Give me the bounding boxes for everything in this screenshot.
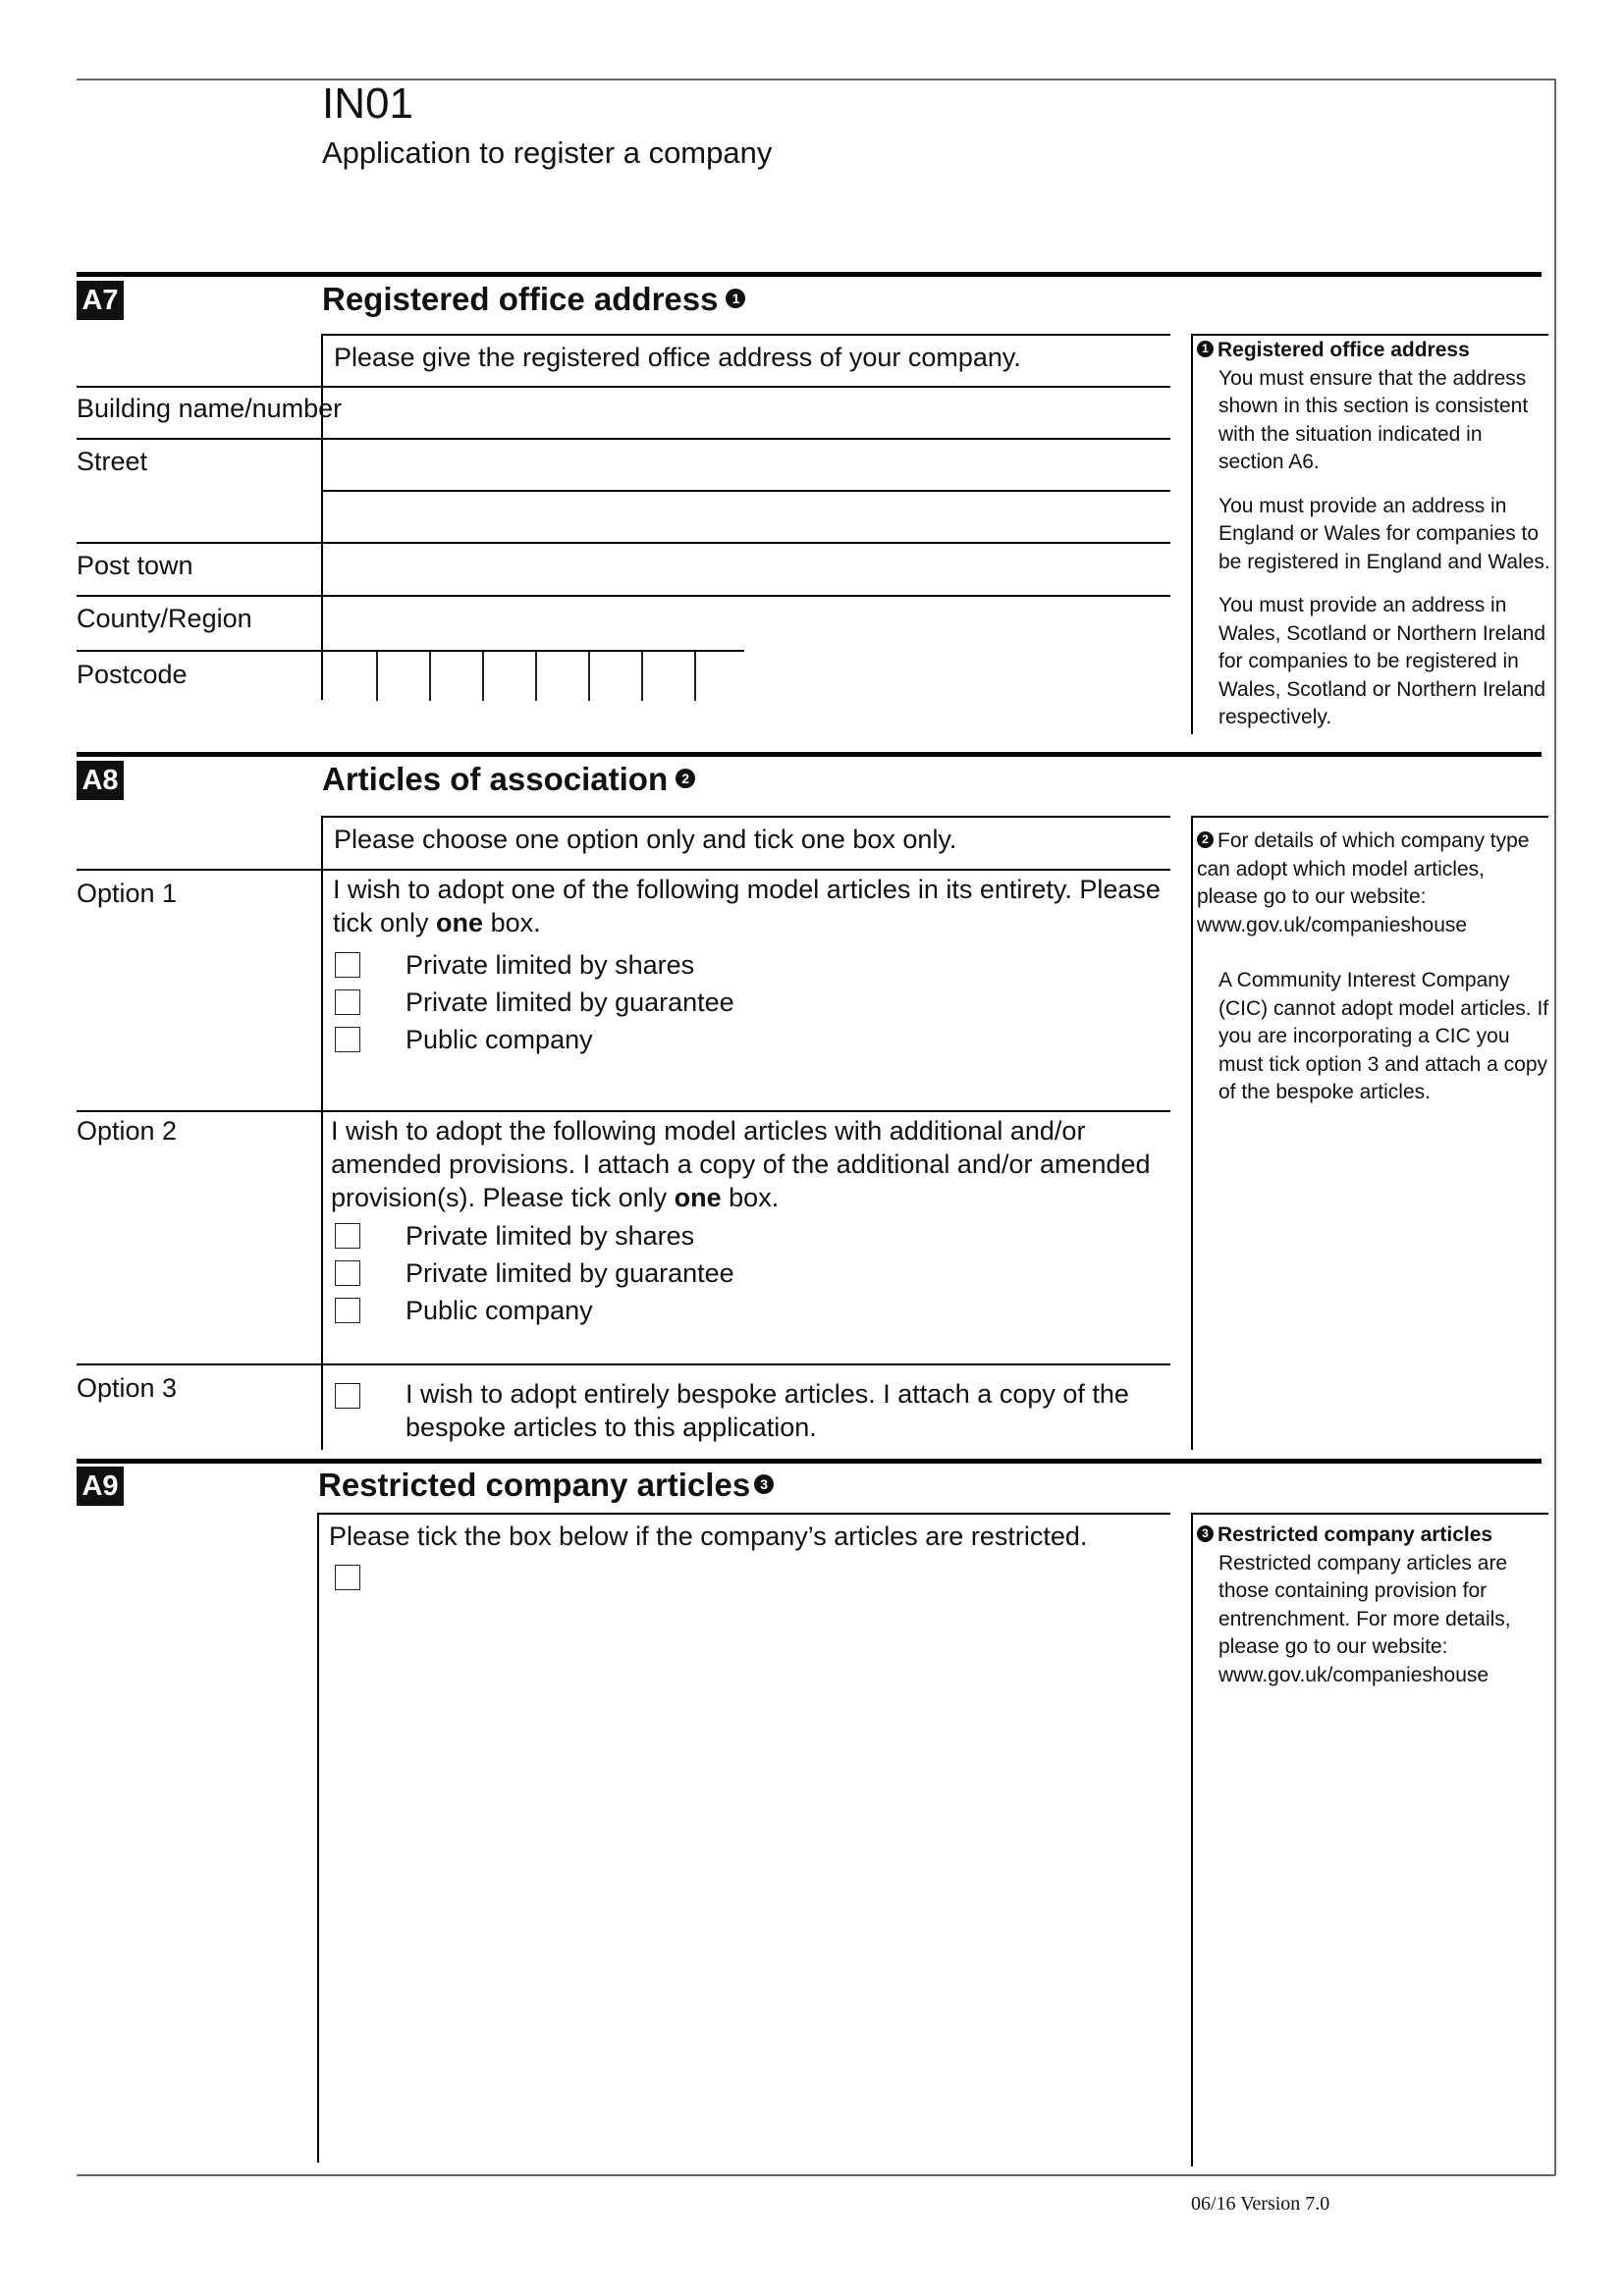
option-2-text-b: box.	[721, 1183, 780, 1212]
form-code: IN01	[322, 80, 413, 128]
a7-side-rule	[1191, 334, 1548, 336]
county-label: County/Region	[77, 604, 252, 633]
option-2-private-shares-label: Private limited by shares	[406, 1221, 695, 1251]
option-2-text-bold: one	[674, 1183, 722, 1212]
a9-restricted-checkbox[interactable]	[335, 1565, 360, 1590]
a9-side-rule	[1191, 1513, 1548, 1515]
a8-note-p2: A Community Interest Company (CIC) cannot adopt model articles. If you are incorporating a CIC you must tick option 3 and attach a copy of the bespoke articles.	[1218, 969, 1549, 1103]
option-1-text	[333, 873, 1177, 939]
street-input-line1[interactable]	[323, 440, 1169, 489]
a9-title-text: Restricted company articles	[318, 1467, 751, 1503]
a8-rule	[77, 869, 1170, 871]
a9-note-heading: Restricted company articles	[1218, 1523, 1493, 1546]
option-1-public-company-label: Public company	[406, 1025, 593, 1054]
option-2-private-guarantee-checkbox[interactable]	[335, 1260, 360, 1286]
a9-section-number: A9	[77, 1467, 124, 1506]
option-2-private-guarantee-label: Private limited by guarantee	[406, 1258, 734, 1288]
option-2-public-company-checkbox[interactable]	[335, 1298, 360, 1323]
footer-version: 06/16 Version 7.0	[1191, 2193, 1330, 2215]
a8-column-rule	[321, 816, 323, 1450]
postcode-box-7[interactable]	[643, 652, 693, 701]
option-1-private-shares-checkbox[interactable]	[335, 952, 360, 978]
option-2-private-shares-checkbox[interactable]	[335, 1223, 360, 1249]
a7-note-p1: You must ensure that the address shown in this section is consistent with the situation indicated in section A6.	[1218, 366, 1529, 473]
postcode-box-6[interactable]	[590, 652, 640, 701]
page-frame-bottom	[77, 2174, 1555, 2176]
post-town-input[interactable]	[323, 544, 1169, 594]
a8-section-rule	[77, 752, 1542, 757]
a8-note-p1: For details of which company type can adopt which model articles, please go to our website: www.gov.uk/companieshouse	[1197, 829, 1530, 936]
option-1-private-guarantee-checkbox[interactable]	[335, 989, 360, 1015]
a8-section-title	[322, 760, 695, 799]
option-2-label: Option 2	[77, 1116, 178, 1146]
postcode-label: Postcode	[77, 660, 188, 689]
a8-rule	[322, 816, 1170, 818]
a7-note-p2: You must provide an address in England or Wales for companies to be registered in England and Wales.	[1218, 494, 1550, 573]
note-marker-2-icon: 2	[1197, 831, 1214, 848]
option-2-text	[331, 1114, 1175, 1214]
street-label: Street	[77, 447, 148, 476]
county-input[interactable]	[323, 597, 1169, 649]
a8-instruction: Please choose one option only and tick one box only.	[334, 825, 957, 854]
a8-side-column-rule	[1191, 816, 1193, 1450]
postcode-box-2[interactable]	[378, 652, 428, 701]
street-input-line2[interactable]	[323, 492, 1169, 541]
option-1-label: Option 1	[77, 879, 178, 908]
building-label: Building name/number	[77, 394, 343, 423]
a7-section-title	[322, 280, 745, 319]
building-input[interactable]	[323, 388, 1169, 437]
a9-side-column-rule	[1191, 1513, 1193, 2166]
a8-section-number: A8	[77, 761, 124, 800]
option-1-public-company-checkbox[interactable]	[335, 1027, 360, 1052]
postcode-box-3[interactable]	[431, 652, 481, 701]
option-3-label: Option 3	[77, 1373, 178, 1403]
a8-side-note	[1197, 828, 1550, 1123]
page-frame-top	[77, 79, 1555, 80]
a7-section-number: A7	[77, 281, 124, 320]
a7-note-heading: Registered office address	[1218, 339, 1470, 361]
note-marker-1-icon: 1	[726, 289, 745, 308]
a8-side-rule	[1191, 816, 1548, 818]
option-1-text-a: I wish to adopt one of the following model articles in its entirety. Please tick only	[333, 875, 1161, 937]
a9-note-p1: Restricted company articles are those containing provision for entrenchment. For more details, please go to our website: www.gov.uk/companieshouse	[1218, 1551, 1511, 1686]
a7-title-text: Registered office address	[322, 281, 719, 317]
option-1-text-b: box.	[483, 908, 541, 937]
a7-section-rule	[77, 272, 1542, 277]
a8-title-text: Articles of association	[322, 761, 669, 797]
note-marker-2-icon: 2	[676, 769, 695, 788]
option-2-text-a: I wish to adopt the following model articles with additional and/or amended provisions. I attach a copy of the additional and/or amended provision(s). Please tick only	[331, 1116, 1151, 1212]
a7-note-p3: You must provide an address in Wales, Scotland or Northern Ireland for companies to be registered in Wales, Scotland or Northern Ireland respectively.	[1218, 594, 1546, 728]
a9-section-rule	[77, 1459, 1542, 1464]
a9-section-title	[318, 1466, 774, 1505]
option-1-private-shares-label: Private limited by shares	[406, 950, 695, 980]
postcode-box-5[interactable]	[537, 652, 587, 701]
note-marker-1-icon: 1	[1197, 341, 1214, 357]
a9-column-rule	[317, 1513, 319, 2163]
page-frame-right	[1554, 79, 1556, 2175]
a7-side-column-rule	[1191, 334, 1193, 734]
note-marker-3-icon: 3	[754, 1474, 774, 1494]
a9-instruction: Please tick the box below if the company’s articles are restricted.	[329, 1522, 1088, 1551]
postcode-box-1[interactable]	[323, 652, 375, 701]
a7-instruction: Please give the registered office address of your company.	[334, 343, 1021, 372]
a8-rule	[77, 1110, 1170, 1112]
a7-rule	[322, 334, 1170, 336]
postcode-box-8[interactable]	[696, 652, 743, 701]
postcode-box-4[interactable]	[484, 652, 534, 701]
a8-rule	[77, 1363, 1170, 1365]
option-3-bespoke-checkbox[interactable]	[335, 1383, 360, 1409]
option-1-text-bold: one	[436, 908, 484, 937]
a9-side-note	[1197, 1522, 1550, 1705]
form-title: Application to register a company	[322, 135, 773, 170]
post-town-label: Post town	[77, 551, 193, 580]
a9-rule	[318, 1513, 1170, 1515]
option-2-public-company-label: Public company	[406, 1296, 593, 1325]
option-1-private-guarantee-label: Private limited by guarantee	[406, 988, 734, 1017]
note-marker-3-icon: 3	[1197, 1525, 1214, 1542]
option-3-text: I wish to adopt entirely bespoke articles. I attach a copy of the bespoke articles to this application.	[406, 1379, 1129, 1442]
a7-side-note	[1197, 337, 1550, 748]
